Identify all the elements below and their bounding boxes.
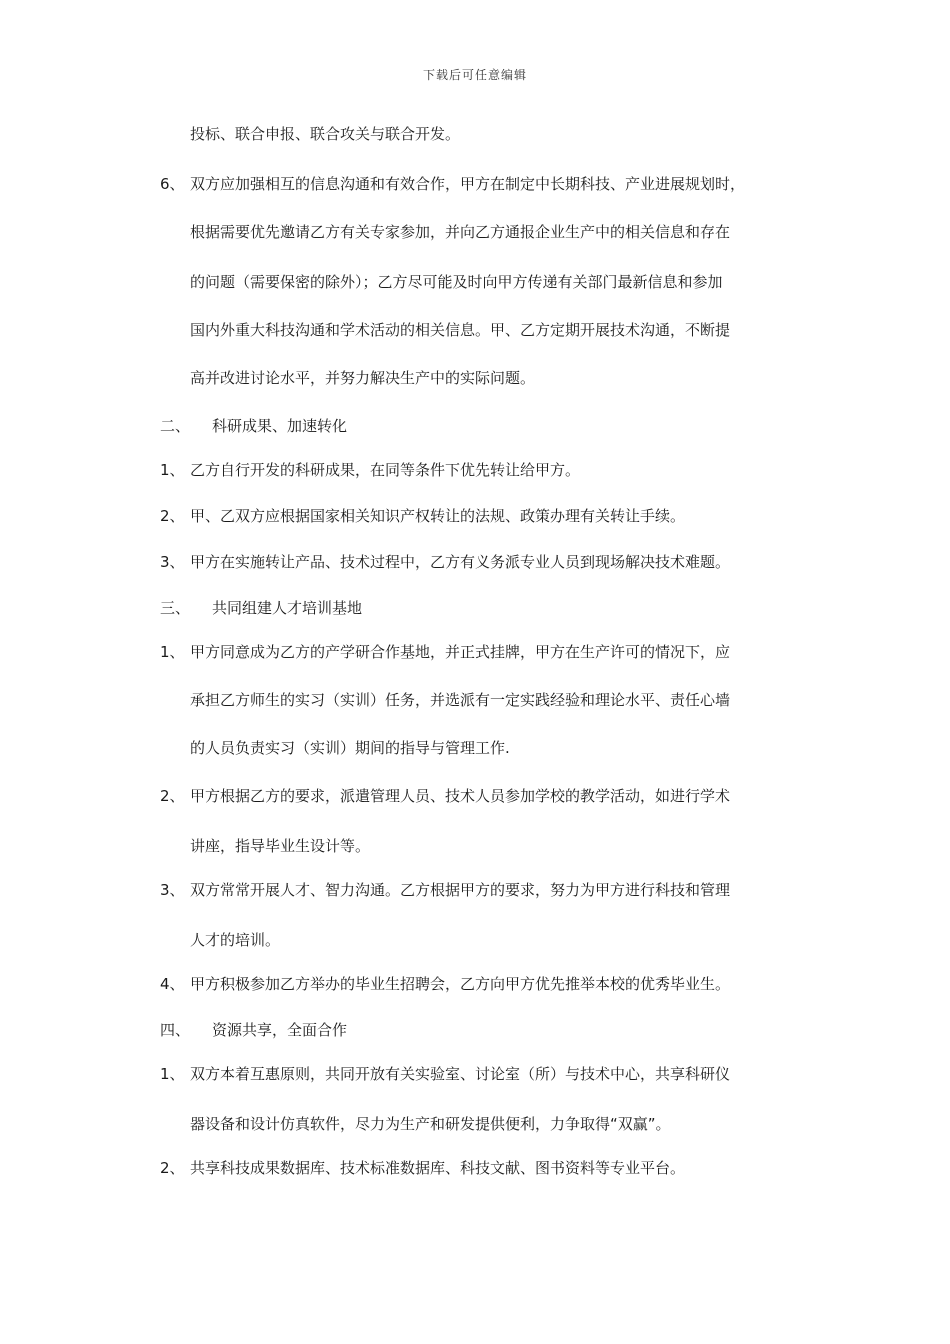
- item-number: 4、: [160, 975, 185, 993]
- paragraph-line: 共享科技成果数据库、技术标准数据库、科技文献、图书资料等专业平台。: [190, 1159, 686, 1177]
- paragraph-line: 双方本着互惠原则，共同开放有关实验室、讨论室（所）与技术中心，共享科研仪: [190, 1065, 731, 1083]
- paragraph-line: 器设备和设计仿真软件，尽力为生产和研发提供便利，力争取得“双赢”。: [190, 1115, 671, 1133]
- paragraph-line: 双方应加强相互的信息沟通和有效合作，甲方在制定中长期科技、产业进展规划时，: [190, 175, 746, 193]
- paragraph-line: 国内外重大科技沟通和学术活动的相关信息。甲、乙方定期开展技术沟通，不断提: [190, 321, 731, 339]
- item-number: 1、: [160, 461, 185, 479]
- section-number: 四、: [160, 1021, 191, 1039]
- item-number: 6、: [160, 175, 185, 193]
- paragraph-line: 根据需要优先邀请乙方有关专家参加，并向乙方通报企业生产中的相关信息和存在: [190, 223, 731, 241]
- paragraph-line: 讲座，指导毕业生设计等。: [190, 837, 371, 855]
- paragraph-line: 乙方自行开发的科研成果，在同等条件下优先转让给甲方。: [190, 461, 581, 479]
- section-title: 资源共享，全面合作: [212, 1021, 348, 1039]
- paragraph-line: 的人员负责实习（实训）期间的指导与管理工作.: [190, 739, 510, 757]
- item-number: 2、: [160, 507, 185, 525]
- paragraph-line: 甲方同意成为乙方的产学研合作基地，并正式挂牌，甲方在生产许可的情况下，应: [190, 643, 731, 661]
- paragraph-line: 投标、联合申报、联合攻关与联合开发。: [190, 125, 461, 143]
- item-number: 1、: [160, 643, 185, 661]
- page-header: 下载后可任意编辑: [422, 68, 527, 82]
- item-number: 1、: [160, 1065, 185, 1083]
- paragraph-line: 双方常常开展人才、智力沟通。乙方根据甲方的要求，努力为甲方进行科技和管理: [190, 881, 731, 899]
- paragraph-line: 甲方根据乙方的要求，派遣管理人员、技术人员参加学校的教学活动，如进行学术: [190, 787, 731, 805]
- section-number: 三、: [160, 599, 191, 617]
- paragraph-line: 甲方积极参加乙方举办的毕业生招聘会，乙方向甲方优先推举本校的优秀毕业生。: [190, 975, 731, 993]
- paragraph-line: 承担乙方师生的实习（实训）任务，并选派有一定实践经验和理论水平、责任心墙: [190, 691, 731, 709]
- item-number: 3、: [160, 553, 185, 571]
- section-title: 科研成果、加速转化: [212, 417, 348, 435]
- paragraph-line: 甲、乙双方应根据国家相关知识产权转让的法规、政策办理有关转让手续。: [190, 507, 686, 525]
- item-number: 3、: [160, 881, 185, 899]
- paragraph-line: 高并改进讨论水平，并努力解决生产中的实际问题。: [190, 369, 536, 387]
- paragraph-line: 甲方在实施转让产品、技术过程中，乙方有义务派专业人员到现场解决技术难题。: [190, 553, 731, 571]
- paragraph-line: 人才的培训。: [190, 931, 281, 949]
- section-title: 共同组建人才培训基地: [212, 599, 363, 617]
- item-number: 2、: [160, 1159, 185, 1177]
- paragraph-line: 的问题（需要保密的除外）；乙方尽可能及时向甲方传递有关部门最新信息和参加: [190, 273, 723, 291]
- section-number: 二、: [160, 417, 191, 435]
- item-number: 2、: [160, 787, 185, 805]
